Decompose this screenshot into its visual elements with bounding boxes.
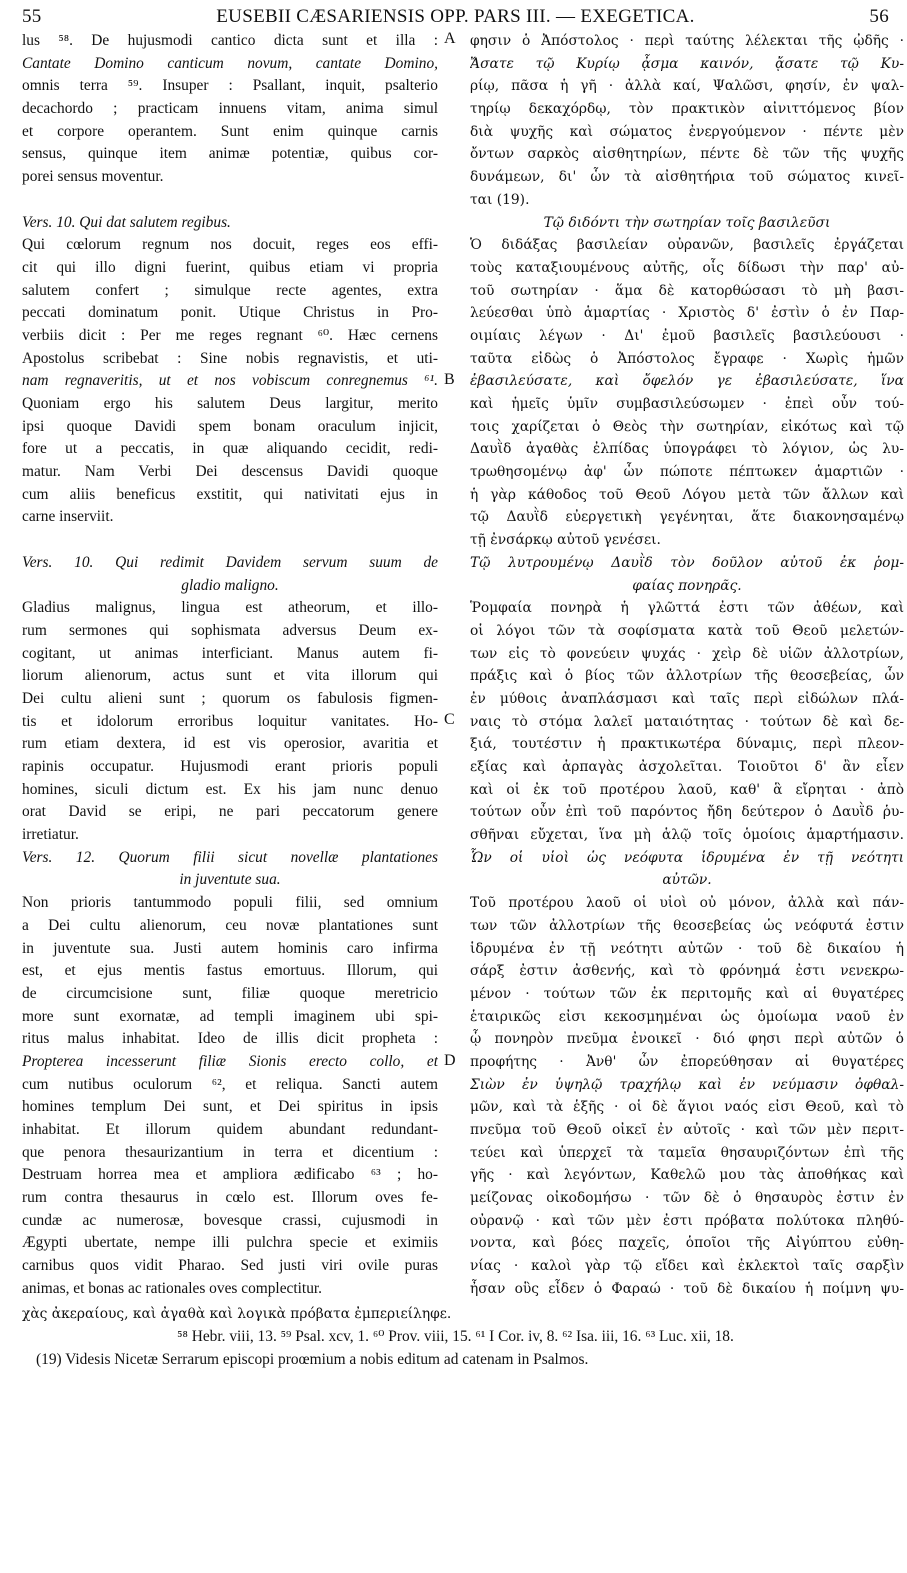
margin-marker: D: [444, 1051, 456, 1069]
latin-text-line: fore ut a peccatis, in quæ aliquando cecidit, redi-: [22, 440, 438, 458]
greek-text-line: σάρξ ἐστιν ἀσθενής, καὶ τὸ φρόνημά ἐστι νενεκρω-: [470, 963, 904, 980]
latin-text-line: homines, siculi dictum est. Ex his jam nunc denuo: [22, 780, 438, 798]
greek-text-line: τούτων οὖν ἐπὶ τοῦ παρόντος ἤδη δεύτερον ὁ Δαυῒδ ῥυ-: [470, 804, 904, 821]
greek-text-line: φησιν ὁ Ἀπόστολος · περὶ ταύτης λέλεκται τῆς ᾠδῆς ·: [470, 33, 904, 49]
greek-text-line: γῆς · καὶ λεγόντων, Καθελῶ μου τὰς ἀποθήκας καὶ: [470, 1167, 904, 1184]
footnote-references: ⁵⁸ Hebr. viii, 13. ⁵⁹ Psal. xcv, 1. ⁶⁰ Prov. viii, 15. ⁶¹ I Cor. iv, 8. ⁶² Isa. iii, 16. ⁶³ Luc. xii, 18.: [177, 1327, 734, 1345]
greek-text-line: τηρίῳ δεκαχόρδῳ, τὸν πρακτικὸν αἰνιττόμενος βίον: [470, 101, 904, 118]
latin-text-line: [22, 189, 438, 212]
greek-text-line: τοῦ σωτηρίαν · ἅμα δὲ κατορθώσασι τὸ μὴ βασι-: [470, 282, 904, 299]
greek-text-line: νοντα, καὶ βόες παχεῖς, ὁποῖοι τῆς Αἰγύπτου εὐθη-: [470, 1235, 904, 1252]
latin-text-line: verbiis dicit : Per me reges regnant ⁶⁰. Hæc cernens: [22, 326, 438, 344]
latin-text-line: orat David se eripi, ne pari peccatorum genere: [22, 803, 438, 821]
greek-text-line: των εἰς τὸ φονεύειν ψυχάς · χεὶρ δὲ υἱῶν ἀλλοτρίων,: [470, 645, 904, 662]
latin-text-line: rum etiam dextera, id est vis operosior, avaritia et: [22, 735, 438, 753]
greek-text-line: ἦσαν οὓς εἶδεν ὁ Φαραώ · τοῦ δὲ δικαίου ἡ ποίμνη ψυ-: [470, 1280, 904, 1297]
greek-text-line: ἐβασιλεύσατε, καὶ ὄφελόν γε ἐβασιλεύσατε, ἵνα: [470, 373, 904, 390]
greek-text-line: Τοῦ προτέρου λαοῦ οἱ υἱοὶ οὐ μόνον, ἀλλὰ καὶ πάν-: [470, 895, 904, 912]
latin-text-line: Vers. 12. Quorum filii sicut novellæ plantationes: [22, 848, 438, 866]
latin-text-line: Apostolus scribebat : Sine nobis regnavistis, et uti-: [22, 349, 438, 367]
page-number-left: 55: [22, 6, 42, 27]
greek-text-line: Σιὼν ἐν ὑψηλῷ τραχήλῳ καὶ ἐν νεύμασιν ὀφθαλ-: [470, 1076, 904, 1093]
greek-text-line: ὄντων σαρκὸς αἰσθητηρίων, πέντε δὲ τῶν τῆς ψυχῆς: [470, 146, 904, 163]
greek-text-line: οὐρανῷ · καὶ τῶν μὲν ἐστι πρόβατα πολύτοκα πληθύ-: [470, 1212, 904, 1229]
greek-text-line: ἑταιρικῶς εἰσι κεκοσμημέναι ὡς ὁμοίωμα ναοῦ ἐν: [470, 1008, 904, 1025]
greek-text-line: οιμίαις λέγων · Δι' ἐμοῦ βασιλεῖς βασιλεύουσι ·: [470, 327, 904, 344]
greek-text-line: φαίας πονηρᾶς.: [632, 577, 742, 594]
greek-text-line: τοις χαρίζεται ὁ Θεὸς τὴν σωτηρίαν, εἰκότως καὶ τῷ: [470, 418, 904, 435]
latin-text-line: lus ⁵⁸. De hujusmodi cantico dicta sunt et illa :: [22, 32, 438, 49]
latin-text-line: Vers. 10. Qui dat salutem regibus.: [22, 213, 231, 231]
greek-text-line: τῷ Δαυῒδ εὐεργετικὴ γεγένηται, ἅτε διακονησαμένῳ: [470, 509, 904, 526]
greek-text-line: ρίῳ, πᾶσα ἡ γῆ · ἀλλὰ καί, Ψαλῶσι, φησίν, ἐν ψαλ-: [470, 78, 904, 95]
latin-text-line: cogitant, ut animas interficiant. Manus autem fi-: [22, 644, 438, 662]
latin-text-line: tis et idolorum erroribus loquitur vanitates. Ho-: [22, 712, 438, 730]
latin-text-line: ipsi quoque Davidi spem bonam oraculum injicit,: [22, 417, 438, 435]
latin-text-line: ritus malus inhabitat. Ideo de illis dicit propheta :: [22, 1030, 438, 1048]
latin-text-line: [22, 529, 438, 552]
greek-text-line: Τῷ λυτρουμένῳ Δαυῒδ τὸν δοῦλον αὐτοῦ ἐκ ῥομ-: [470, 554, 904, 571]
greek-text-line: νίας · καλοὶ γὰρ τῷ εἴδει καὶ ἐκλεκτοὶ ταῖς σαρξὶν: [470, 1258, 904, 1275]
greek-text-line: Ὧν οἱ υἱοὶ ὡς νεόφυτα ἱδρυμένα ἐν τῇ νεότητι: [470, 849, 904, 866]
latin-text-line: liorum alienorum, actus sunt et vita illorum qui: [22, 667, 438, 685]
greek-text-line: Δαυῒδ ἀγαθὰς ἐλπίδας ὑπογράφει τὸ λόγιον, ὡς λυ-: [470, 441, 904, 458]
latin-text-line: est, et ejus mentis fastus emortuus. Illorum, qui: [22, 962, 438, 980]
greek-text-line: ται (19).: [470, 191, 530, 208]
latin-text-line: in juventute sua.: [179, 871, 281, 889]
latin-text-line: rum contra thesaurus in cœlo est. Illorum oves fe-: [22, 1189, 438, 1207]
page-header: [22, 6, 889, 30]
latin-text-line: cundæ ac numerosæ, bovesque crassi, cujusmodi in: [22, 1211, 438, 1229]
greek-text-line: μένον · τούτων τῶν ἐκ περιτομῆς καὶ αἱ θυγατέρες: [470, 985, 904, 1002]
greek-text-line: των τῶν ἀλλοτρίων τῆς θεοσεβείας ὡς νεόφυτά ἐστιν: [470, 917, 904, 934]
greek-text-line: Ὁ διδάξας βασιλείαν οὐρανῶν, βασιλεῖς ἐργάζεται: [470, 237, 904, 254]
latin-text-line: gladio maligno.: [181, 576, 279, 594]
latin-text-line: porei sensus moventur.: [22, 168, 164, 186]
greek-text-line: αὐτῶν.: [662, 872, 712, 889]
latin-text-line: sensus, quinque item animæ potentiæ, quibus cor-: [22, 145, 438, 163]
latin-text-line: cum nutibus oculorum ⁶², et reliqua. Sancti autem: [22, 1075, 438, 1093]
greek-text-line: καὶ οἱ ἐκ τοῦ προτέρου λαοῦ, καθ' ἃ εἴρηται · ἀπὸ: [470, 781, 904, 798]
latin-text-line: irretiatur.: [22, 826, 79, 844]
latin-text-line: peccati dominatum ponit. Utique Christus in Pro-: [22, 304, 438, 322]
greek-text-line: πράξις καὶ ὁ βίος τῶν ἀλλοτρίων τῆς θεοσεβείας, ὧν: [470, 668, 904, 685]
footnote-19: (19) Videsis Nicetæ Serrarum episcopi proœmium a nobis editum ad catenam in Psalmos.: [36, 1350, 589, 1368]
greek-text-line: τεύει καὶ ὑπερχεῖ τὰ ταμεῖα θησαυριζόντων ἐπὶ τῆς: [470, 1144, 904, 1161]
latin-text-line: rapinis occupatur. Hujusmodi erant prioris populi: [22, 758, 438, 775]
latin-text-line: cit qui illo digni fuerint, quibus etiam vi propria: [22, 258, 438, 276]
greek-column: [470, 30, 904, 1301]
latin-text-line: a Dei cultu alienorum, ceu novæ plantationes sunt: [22, 916, 438, 934]
greek-text-line: προφήτης · Ἀνθ' ὧν ἐπορεύθησαν αἱ θυγατέρες: [470, 1053, 904, 1070]
latin-text-line: Dei cultu alieni sunt ; quorum os fabulosis figmen-: [22, 689, 438, 707]
greek-text-line: ταῦτα εἰδὼς ὁ Ἀπόστολος ἔγραφε · Χωρὶς ἡμῶν: [470, 350, 904, 367]
latin-text-line: in juventute sua. Justi autem hominis caro infirma: [22, 939, 438, 957]
greek-text-line: σθῆναι εὔχεται, ἵνα μὴ ἁλῷ τοῖς ὁμοίοις ἁμαρτήμασιν.: [470, 827, 904, 844]
greek-text-line: οἱ λόγοι τῶν τὰ σοφίσματα κατὰ τοῦ Θεοῦ μελετών-: [470, 622, 904, 639]
greek-text-line: Τῷ διδόντι τὴν σωτηρίαν τοῖς βασιλεῦσι: [543, 214, 831, 231]
greek-text-line: τῇ ἐνσάρκῳ αὐτοῦ γενέσει.: [470, 532, 661, 549]
greek-text-line: ναις τὸ στόμα λαλεῖ ματαιότητας · τούτων δὲ καὶ δε-: [470, 713, 904, 730]
greek-text-line: ξιά, τουτέστιν ἡ πρακτικωτέρα δύναμις, περὶ πλεον-: [470, 736, 904, 753]
greek-text-line: Ἄσατε τῷ Κυρίῳ ᾆσμα καινόν, ᾄσατε τῷ Κυ-: [470, 55, 904, 72]
latin-text-line: Propterea incesserunt filiæ Sionis erecto collo, et: [22, 1052, 438, 1070]
latin-text-line: matur. Nam Verbi Dei descensus Davidi quoque: [22, 463, 438, 481]
latin-text-line: Non prioris tantummodo populi filii, sed omnium: [22, 894, 438, 912]
greek-text-line: ἐν μύθοις ἀναπλάσμασι καὶ ταῖς περὶ εἰδώλων πλά-: [470, 690, 904, 707]
latin-text-line: Gladius malignus, lingua est atheorum, et illo-: [22, 599, 438, 617]
latin-column: [22, 30, 438, 1301]
greek-text-line: ἱδρυμένα ἐν τῇ νεότητι αὐτῶν · τοῦ δὲ δικαίου ἡ: [470, 940, 904, 957]
running-title: EUSEBII CÆSARIENSIS OPP. PARS III. — EXEGETICA.: [216, 6, 695, 27]
latin-text-line: carnibus quos vidit Pharao. Sed justi viri ovile puras: [22, 1257, 438, 1275]
greek-text-line: μῶν, καὶ τὰ ἑξῆς · οἱ δὲ ἅγιοι ναός εἰσι Θεοῦ, καὶ τὸ: [470, 1099, 904, 1116]
latin-text-line: nam regnaveritis, ut et nos vobiscum conregnemus ⁶¹.: [22, 372, 438, 390]
latin-text-line: homines templum Dei sunt, et Dei spiritus in ipsis: [22, 1098, 438, 1116]
greek-text-line: πνεῦμα τοῦ Θεοῦ οἰκεῖ ἐν αὐτοῖς · καὶ τῶν μὲν περιτ-: [470, 1122, 904, 1138]
margin-marker: C: [444, 711, 455, 728]
greek-text-line: τρωθησομένῳ ἀφ' ὧν πώποτε πέπτωκεν ἁμαρτιῶν ·: [470, 464, 904, 481]
margin-marker: A: [444, 30, 456, 47]
greek-text-line: ἡ γὰρ κάθοδος τοῦ Θεοῦ Λόγου μετὰ τῶν ἄλλων καὶ: [470, 486, 904, 503]
latin-text-line: omnis terra ⁵⁹. Insuper : Psallant, inquit, psalterio: [22, 77, 438, 95]
greek-text-line: Ῥομφαία πονηρὰ ἡ γλῶττά ἐστι τῶν ἀθέων, καὶ: [470, 600, 904, 617]
greek-text-line: εξίας καὶ ἁρπαγὰς ἀσχολεῖται. Τοιοῦτοι δ' ἂν εἶεν: [470, 759, 904, 775]
latin-text-line: inhabitat. Et illorum quidem abundant redundant-: [22, 1121, 438, 1138]
margin-marker: B: [444, 370, 455, 388]
greek-text-line: μείζονας οἰκοδομήσω · τῶν δὲ ὁ θησαυρὸς ἐστιν ἐν: [470, 1190, 904, 1207]
greek-text-line: τοὺς καταξιουμένους αὐτῆς, οἷς δίδωσι τὴν παρ' αὐ-: [470, 259, 904, 276]
latin-text-line: carne inserviit.: [22, 508, 114, 526]
latin-text-line: animas, et bonas ac rationales oves complectitur.: [22, 1279, 323, 1297]
latin-text-line: Ægypti ubertate, nempe illi pulchra specie et eximiis: [22, 1234, 438, 1252]
continuation-line: χὰς ἀκεραίους, καὶ ἀγαθὰ καὶ λογικὰ πρόβατα ἐμπεριείληφε.: [22, 1306, 452, 1323]
latin-text-line: Quoniam ergo his salutem Deus largitur, merito: [22, 395, 438, 412]
latin-text-line: cum aliis beneficus exstitit, qui nativitati ejus in: [22, 485, 438, 503]
latin-text-line: Destruam horrea mea et ampliora ædificabo ⁶³ ; ho-: [22, 1166, 438, 1184]
greek-text-line: λεύεσθαι ὑπὸ ἁμαρτίας · Χριστὸς δ' ἐστὶν ὁ ἐν Παρ-: [470, 305, 904, 322]
greek-text-line: δυνάμεων, δι' ὧν τὰ αἰσθητήρια τοῦ σώματος κινεῖ-: [470, 169, 904, 186]
latin-text-line: salutem confert ; simulque recte agentes, extra: [22, 281, 438, 299]
page-number-right: 56: [869, 6, 889, 27]
greek-text-line: καὶ ἡμεῖς ὑμῖν συμβασιλεύσωμεν · ἐπεὶ οὖν τού-: [470, 396, 904, 412]
footnotes: [22, 1303, 889, 1371]
latin-text-line: et corpore operantem. Sunt enim quinque carnis: [22, 122, 438, 140]
latin-text-line: rum sermones qui sophismata adversus Deum ex-: [22, 621, 438, 639]
latin-text-line: Vers. 10. Qui redimit Davidem servum suum de: [22, 553, 438, 571]
greek-text-line: διὰ ψυχῆς καὶ σώματος ἐνεργούμενον · πέντε μὲν: [470, 123, 904, 140]
greek-text-line: ᾧ πονηρὸν πνεῦμα ἐνοικεῖ · διό φησι περὶ αὐτῶν ὁ: [470, 1031, 904, 1048]
latin-text-line: more sunt exornatæ, ad templi imaginem ubi spi-: [22, 1007, 438, 1025]
latin-text-line: de circumcisione sunt, filiæ quoque meretricio: [22, 984, 438, 1002]
latin-text-line: Cantate Domino canticum novum, cantate Domino,: [22, 54, 438, 72]
latin-text-line: decachordo ; practicam innuens vitam, anima simul: [22, 100, 438, 118]
latin-text-line: que penora thesaurizantium in terra et dicentium :: [22, 1143, 438, 1161]
latin-text-line: Qui cœlorum regnum nos docuit, reges eos effi-: [22, 236, 438, 254]
